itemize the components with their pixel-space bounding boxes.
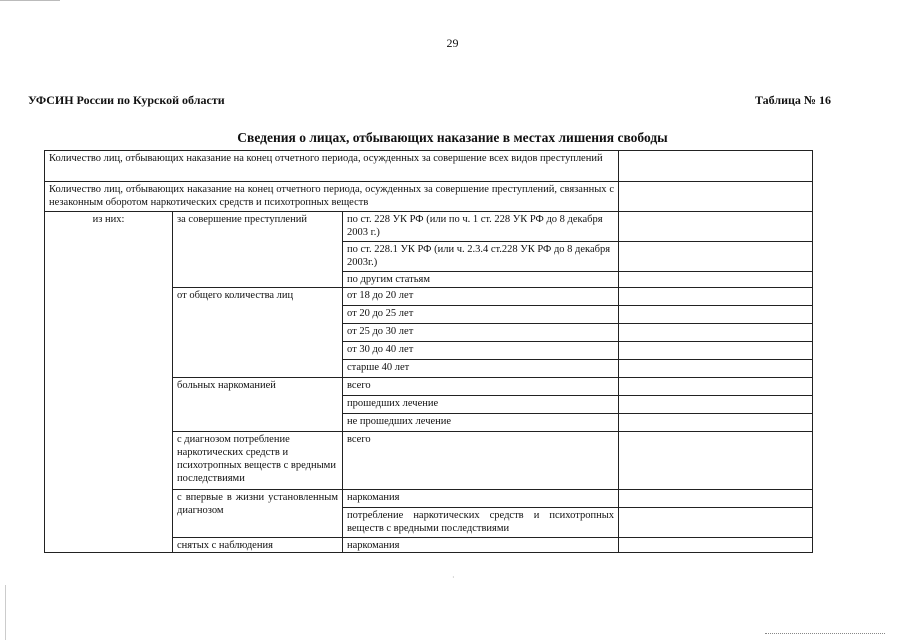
group-first-diagnosis: с впервые в жизни установленным диагнозом — [173, 490, 343, 538]
row-label-other-articles: по другим статьям — [343, 272, 619, 288]
of-them-label: из них: — [45, 212, 173, 553]
value-cell — [619, 288, 813, 306]
row-label-art2281: по ст. 228.1 УК РФ (или ч. 2.3.4 ст.228 УК РФ до 8 декабря 2003г.) — [343, 242, 619, 272]
row-label-art228: по ст. 228 УК РФ (или по ч. 1 ст. 228 УК РФ до 8 декабря 2003 г.) — [343, 212, 619, 242]
row-label-first-diagnosis-harmful: потребление наркотических средств и психотропных веществ с вредными последствиями — [343, 508, 619, 538]
group-crimes: за совершение преступлений — [173, 212, 343, 288]
scan-footer-line — [765, 633, 885, 635]
table-number: Таблица № 16 — [754, 93, 831, 107]
table-row — [45, 151, 813, 182]
table-row — [45, 212, 813, 242]
group-harmful-use: с диагнозом потребление наркотических средств и психотропных веществ с вредными последствиями — [173, 432, 343, 490]
row-label-age-20-25: от 20 до 25 лет — [343, 306, 619, 324]
row-label-first-diagnosis-addiction: наркомания — [343, 490, 619, 508]
row-label-addicts-total: всего — [343, 378, 619, 396]
value-cell — [619, 342, 813, 360]
value-cell — [619, 306, 813, 324]
value-cell — [619, 508, 813, 538]
value-cell — [619, 242, 813, 272]
value-cell — [619, 538, 813, 553]
value-cell — [619, 272, 813, 288]
scan-corner-mark — [0, 0, 60, 1]
scan-speck: · — [452, 573, 455, 582]
row-label-total-all: Количество лиц, отбывающих наказание на конец отчетного периода, осужденных за совершение всех видов преступлений — [45, 151, 619, 182]
organization-name: УФСИН России по Курской области — [28, 93, 225, 107]
table-row — [45, 182, 813, 212]
group-age: от общего количества лиц — [173, 288, 343, 378]
value-cell — [619, 396, 813, 414]
row-label-age-40-plus: старше 40 лет — [343, 360, 619, 378]
group-removed: снятых с наблюдения — [173, 538, 343, 553]
row-label-removed-addiction: наркомания — [343, 538, 619, 553]
value-cell — [619, 212, 813, 242]
value-cell — [619, 182, 813, 212]
document-title: Сведения о лицах, отбывающих наказание в местах лишения свободы — [237, 130, 668, 145]
value-cell — [619, 151, 813, 182]
value-cell — [619, 432, 813, 490]
value-cell — [619, 414, 813, 432]
value-cell — [619, 360, 813, 378]
row-label-harmful-use-total: всего — [343, 432, 619, 490]
value-cell — [619, 378, 813, 396]
row-label-addicts-treated: прошедших лечение — [343, 396, 619, 414]
row-label-total-drug: Количество лиц, отбывающих наказание на конец отчетного периода, осужденных за совершение преступлений, связанных с незаконным оборотом наркотических средств и психотропных веществ — [45, 182, 619, 212]
statistics-table — [44, 150, 813, 553]
row-label-age-18-20: от 18 до 20 лет — [343, 288, 619, 306]
page-number: 29 — [446, 36, 459, 50]
value-cell — [619, 490, 813, 508]
value-cell — [619, 324, 813, 342]
row-label-age-30-40: от 30 до 40 лет — [343, 342, 619, 360]
row-label-age-25-30: от 25 до 30 лет — [343, 324, 619, 342]
scan-edge-mark — [5, 585, 6, 640]
group-addicts: больных наркоманией — [173, 378, 343, 432]
row-label-addicts-untreated: не прошедших лечение — [343, 414, 619, 432]
